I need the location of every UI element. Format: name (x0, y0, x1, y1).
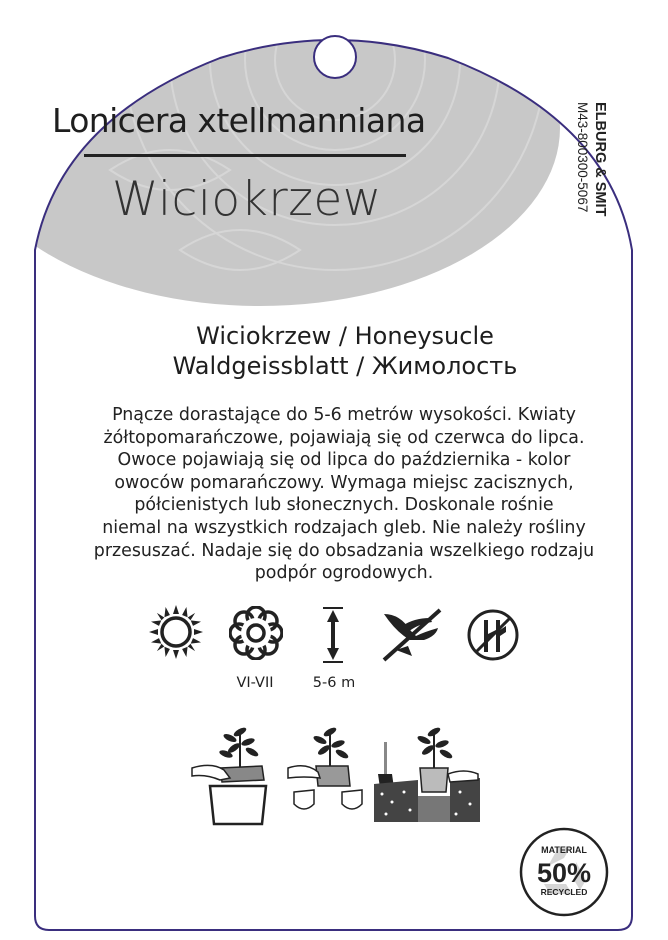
no-cutting-icon (466, 608, 520, 662)
badge-top-text: MATERIAL (541, 845, 587, 855)
flowering-period-label: VI-VII (236, 675, 274, 691)
height-arrow-icon (318, 606, 348, 664)
description-line: podpór ogrodowych. (254, 563, 434, 584)
product-code: M43-800300-5067 (575, 102, 590, 213)
hang-hole (314, 36, 356, 78)
flower-icon (229, 606, 283, 660)
names-line-1: Wiciokrzew / Honeysucle (196, 322, 494, 350)
description-line: Owoce pojawiają się od lipca do października - kolor (117, 450, 571, 471)
recycled-badge (518, 826, 610, 918)
height-label: 5-6 m (312, 675, 356, 691)
description-line: przesuszać. Nadaje się do obsadzania wszelkiego rodzaju (93, 540, 595, 561)
brand-name: ELBURG & SMIT (592, 102, 608, 217)
loosen-roots-icon (286, 722, 370, 818)
brand-block (558, 98, 614, 258)
remove-pot-icon (190, 722, 278, 826)
badge-bottom-text: RECYCLED (540, 887, 588, 897)
latin-name: Lonicera xtellmanniana (52, 101, 426, 140)
names-line-2: Waldgeissblatt / Жимолость (172, 352, 518, 380)
plant-in-ground-icon (374, 722, 480, 824)
description-line: półcienistych lub słonecznych. Doskonale rośnie (134, 495, 554, 516)
description-line: owoców pomarańczowy. Wymaga miejsc zacisznych, (114, 472, 574, 493)
description (58, 404, 630, 585)
title-divider (84, 154, 406, 157)
description-line: niemal na wszystkich rodzajach gleb. Nie należy rośliny (102, 517, 586, 538)
common-name: Wiciokrzew (112, 172, 382, 227)
sun-icon (148, 604, 204, 660)
description-line: Pnącze dorastające do 5-6 metrów wysokości. Kwiaty (112, 405, 576, 425)
no-pruning-icon (380, 606, 446, 664)
badge-percent: 50% (536, 858, 592, 888)
description-line: żółtopomarańczowe, pojawiają się od czerwca do lipca. (103, 427, 585, 448)
